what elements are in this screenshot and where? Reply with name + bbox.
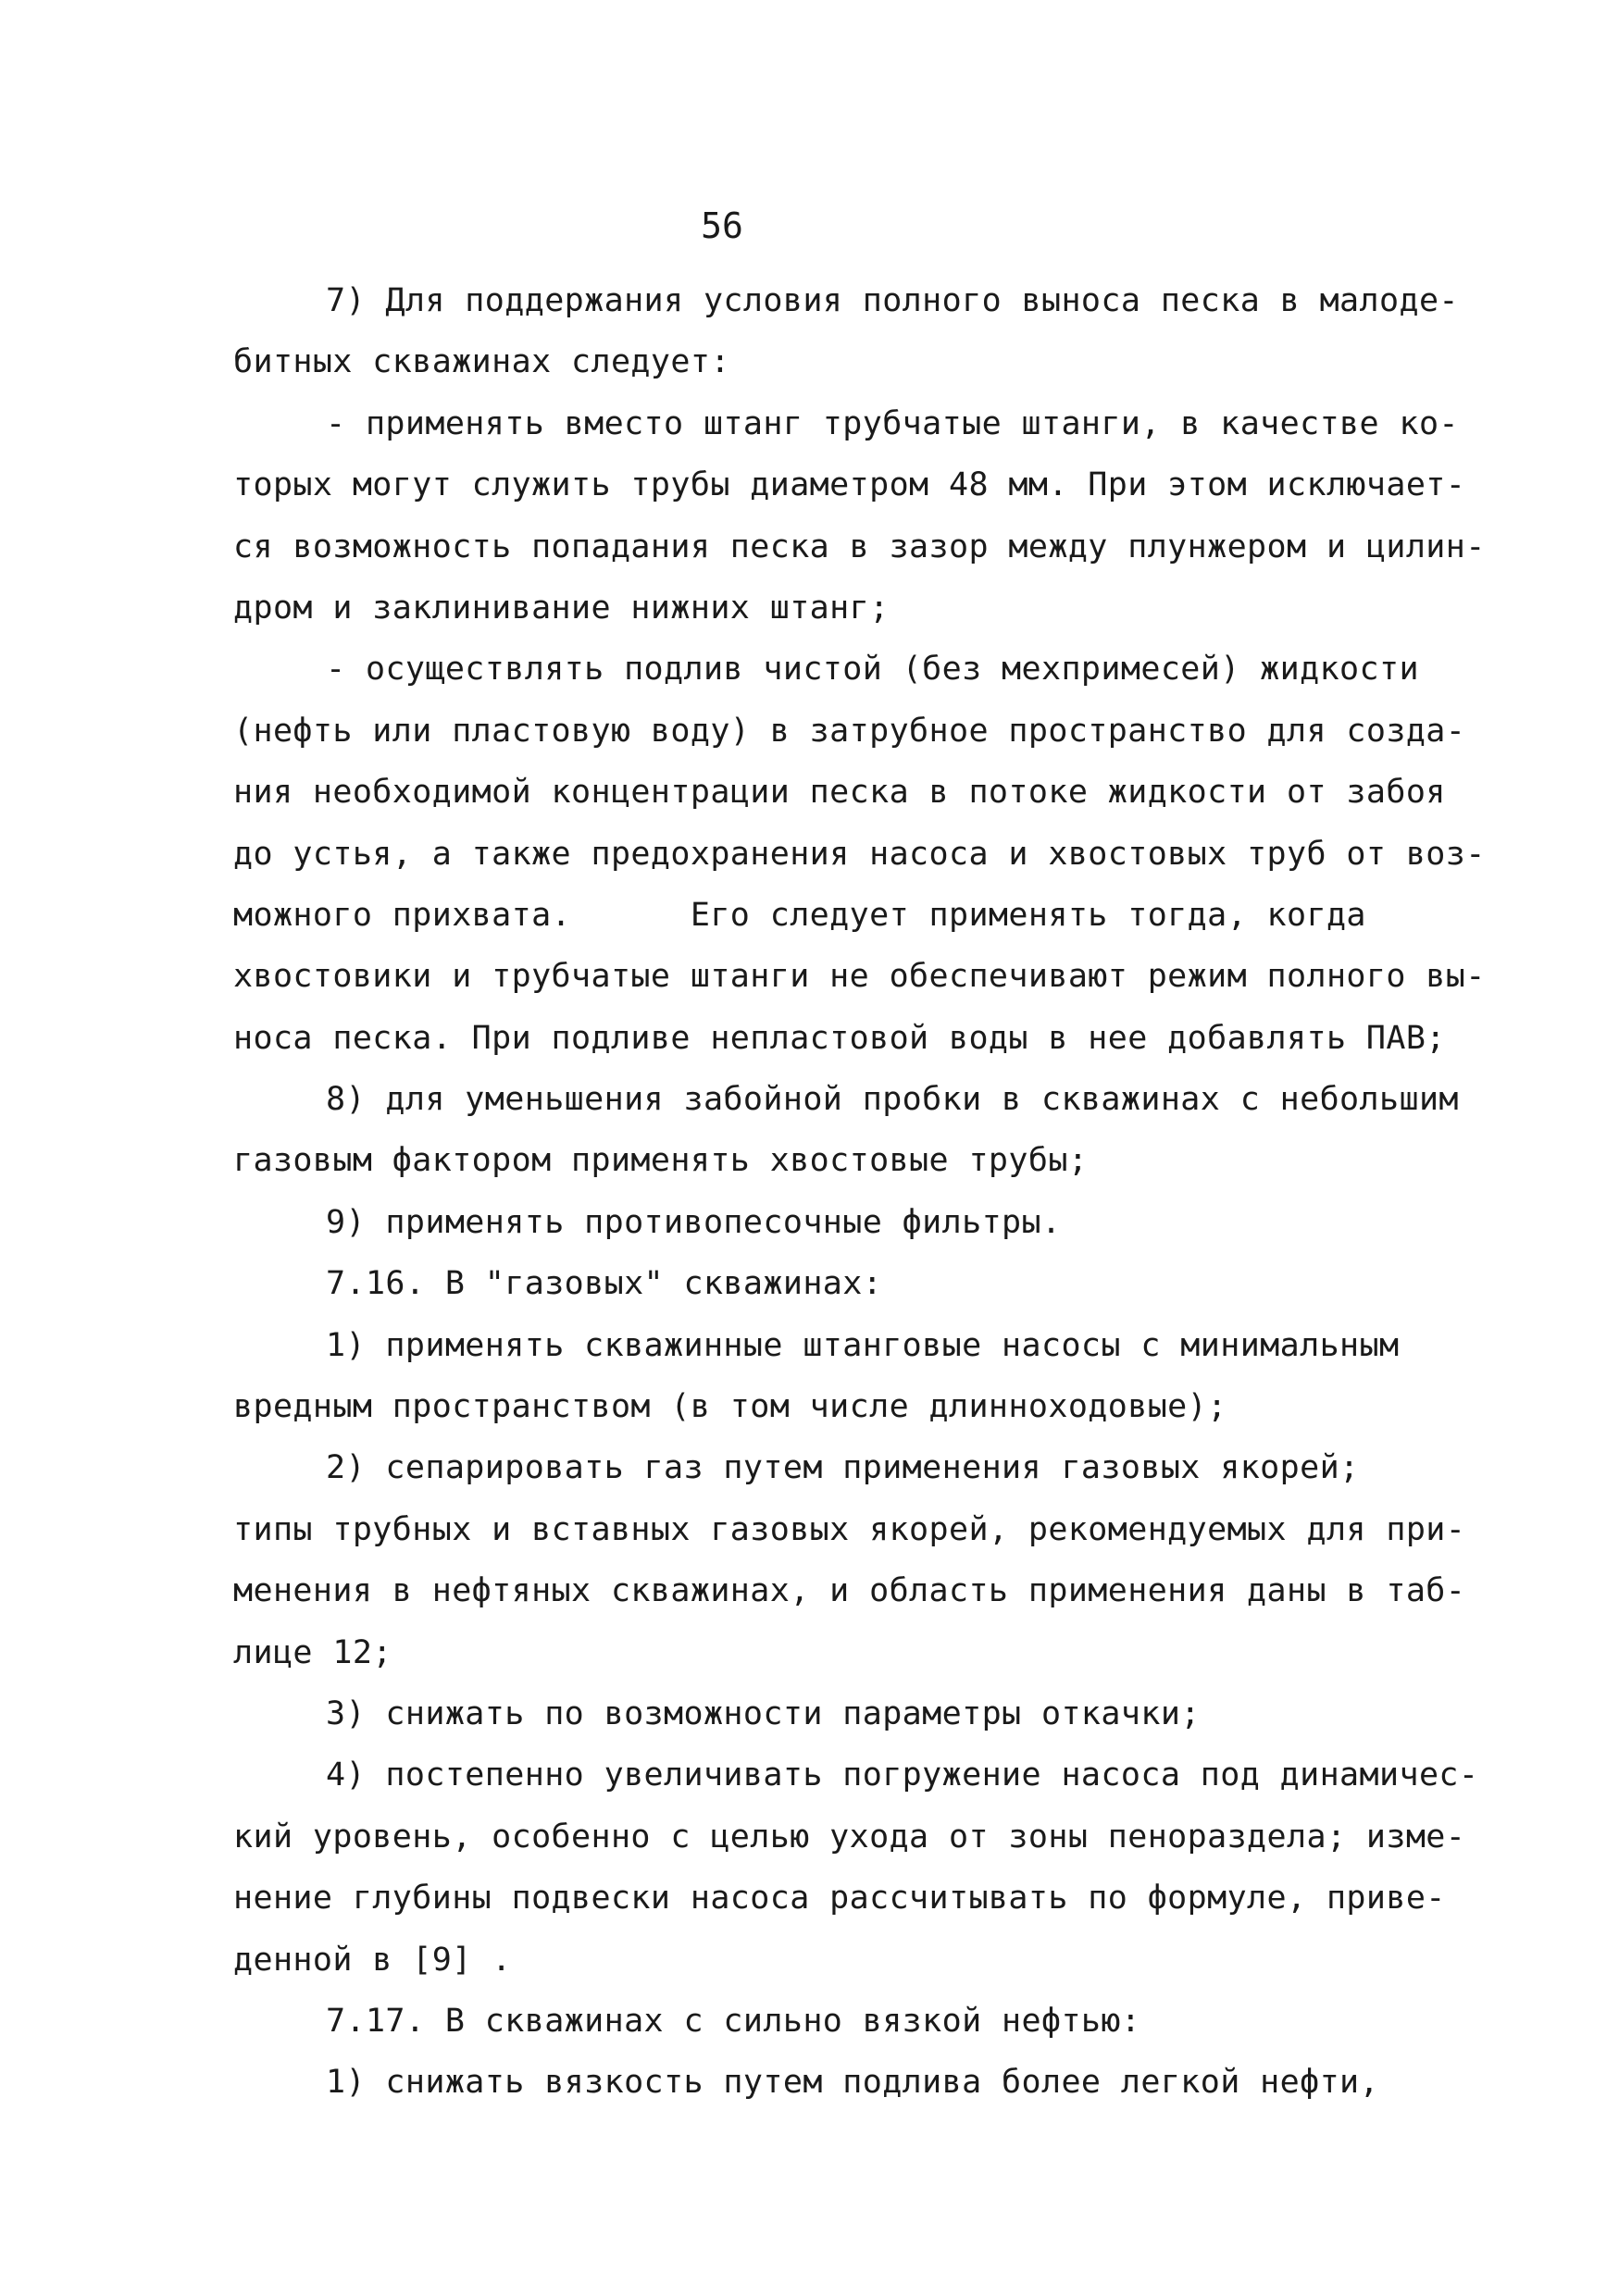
page-number: 56 <box>701 205 743 246</box>
text-line: вредным пространством (в том числе длинноходовые); <box>233 1388 1227 1426</box>
text-line: кий уровень, особенно с целью ухода от зоны пенораздела; изме- <box>233 1818 1466 1855</box>
text-line: (нефть или пластовую воду) в затрубное пространство для созда- <box>233 712 1466 750</box>
text-line: 9) применять противопесочные фильтры. <box>326 1203 1062 1241</box>
text-line: до устья, а также предохранения насоса и хвостовых труб от воз- <box>233 835 1486 873</box>
text-line: ся возможность попадания песка в зазор между плунжером и цилин- <box>233 527 1486 565</box>
text-line: можного прихвата. Его следует применять тогда, когда <box>233 896 1366 934</box>
body-text <box>233 270 1486 2114</box>
text-line: типы трубных и вставных газовых якорей, рекомендуемых для при- <box>233 1510 1466 1548</box>
text-line: 8) для уменьшения забойной пробки в скважинах с небольшим <box>326 1081 1459 1119</box>
text-line: 7) Для поддержания условия полного выноса песка в малоде- <box>326 282 1459 319</box>
text-line: битных скважинах следует: <box>233 343 730 381</box>
text-line: 1) применять скважинные штанговые насосы с минимальным <box>326 1326 1400 1364</box>
text-line: менения в нефтяных скважинах, и область применения даны в таб- <box>233 1572 1466 1610</box>
text-line: торых могут служить трубы диаметром 48 мм. При этом исключает- <box>233 466 1466 504</box>
text-line: носа песка. При подливе непластовой воды в нее добавлять ПАВ; <box>233 1019 1446 1057</box>
text-line: 7.17. В скважинах с сильно вязкой нефтью: <box>326 2002 1141 2040</box>
text-line: лице 12; <box>233 1633 392 1671</box>
text-line: газовым фактором применять хвостовые трубы; <box>233 1142 1089 1180</box>
text-line: 4) постепенно увеличивать погружение насоса под динамичес- <box>326 1756 1479 1794</box>
text-line: - осуществлять подлив чистой (без мехпримесей) жидкости <box>326 651 1419 689</box>
text-line: нение глубины подвески насоса рассчитывать по формуле, приве- <box>233 1880 1446 1917</box>
text-line: - применять вместо штанг трубчатые штанги, в качестве ко- <box>326 404 1459 442</box>
text-line: 1) снижать вязкость путем подлива более легкой нефти, <box>326 2064 1380 2102</box>
text-line: 2) сепарировать газ путем применения газовых якорей; <box>326 1449 1360 1487</box>
text-line: денной в [9] . <box>233 1941 512 1979</box>
text-line: 7.16. В "газовых" скважинах: <box>326 1265 883 1303</box>
text-line: дром и заклинивание нижних штанг; <box>233 589 890 627</box>
text-line: ния необходимой концентрации песка в потоке жидкости от забоя <box>233 774 1446 812</box>
text-line: 3) снижать по возможности параметры откачки; <box>326 1694 1201 1732</box>
text-line: хвостовики и трубчатые штанги не обеспечивают режим полного вы- <box>233 958 1486 996</box>
